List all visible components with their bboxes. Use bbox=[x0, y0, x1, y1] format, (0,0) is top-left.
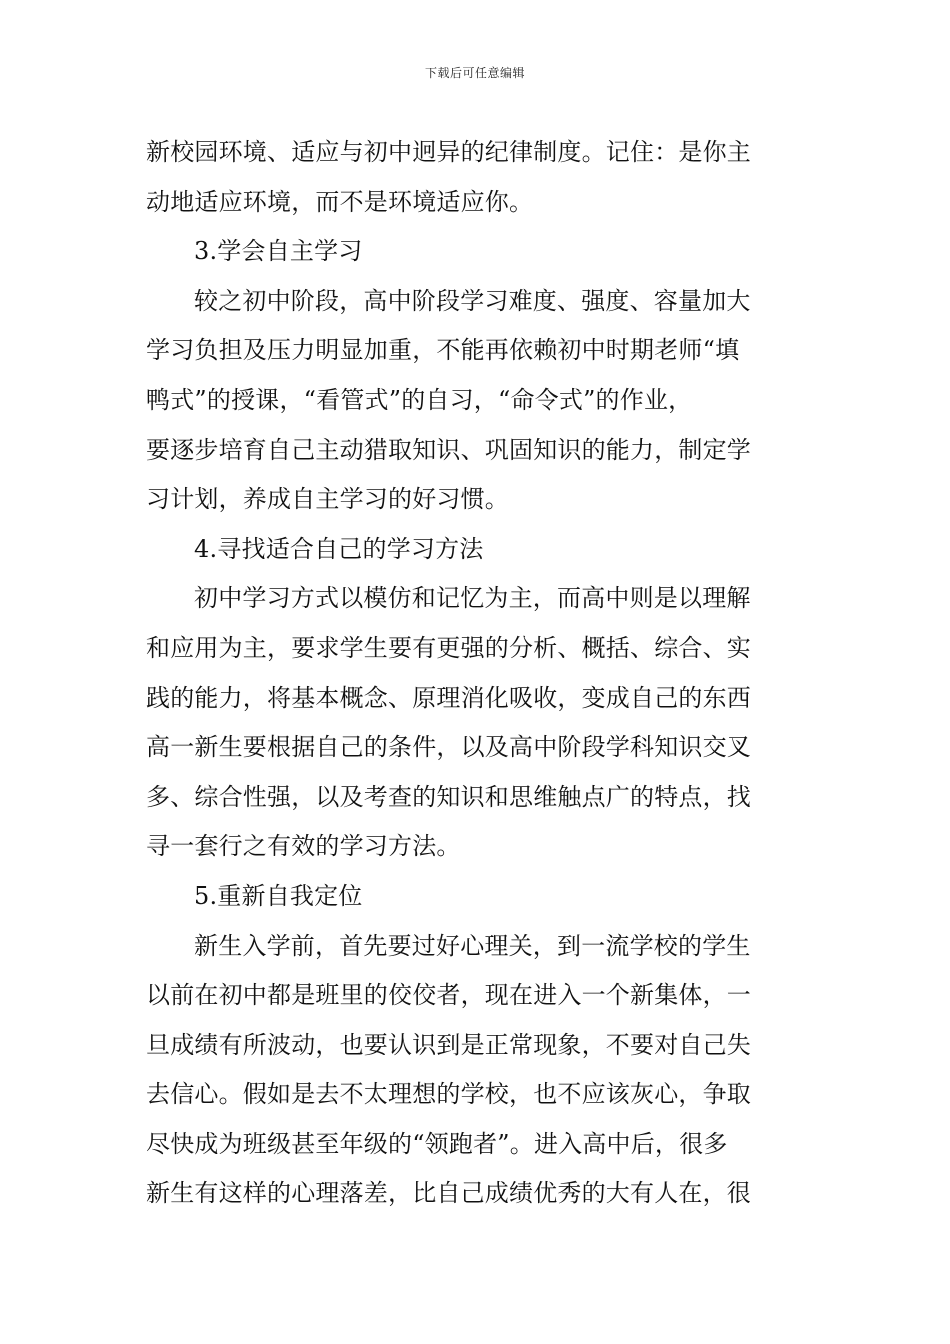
text-line: 去信心。假如是去不太理想的学校，也不应该灰心，争取 bbox=[146, 1080, 751, 1109]
text-line: 尽快成为班级甚至年级的“领跑者”。进入高中后，很多 bbox=[146, 1129, 728, 1158]
text-line: 5.重新自我定位 bbox=[194, 881, 363, 910]
text-line: 较之初中阶段，高中阶段学习难度、强度、容量加大 bbox=[194, 286, 751, 315]
text-line: 新生入学前，首先要过好心理关，到一流学校的学生 bbox=[194, 931, 751, 960]
text-line: 高一新生要根据自己的条件，以及高中阶段学科知识交叉 bbox=[146, 733, 751, 762]
text-line: 以前在初中都是班里的佼佼者，现在进入一个新集体，一 bbox=[146, 981, 751, 1010]
text-line: 3.学会自主学习 bbox=[194, 237, 363, 266]
text-line: 寻一套行之有效的学习方法。 bbox=[146, 832, 461, 861]
page-header: 下载后可任意编辑 bbox=[424, 66, 525, 80]
text-line: 多、综合性强，以及考查的知识和思维触点广的特点，找 bbox=[146, 782, 751, 811]
text-line: 践的能力，将基本概念、原理消化吸收，变成自己的东西 bbox=[146, 683, 751, 712]
text-line: 动地适应环境，而不是环境适应你。 bbox=[146, 187, 534, 216]
text-line: 旦成绩有所波动，也要认识到是正常现象，不要对自己失 bbox=[146, 1030, 751, 1059]
text-line: 新生有这样的心理落差，比自己成绩优秀的大有人在，很 bbox=[146, 1179, 751, 1208]
text-line: 鸭式”的授课，“看管式”的自习，“命令式”的作业， bbox=[146, 385, 693, 414]
text-line: 要逐步培育自己主动猎取知识、巩固知识的能力，制定学 bbox=[146, 435, 751, 464]
text-line: 和应用为主，要求学生要有更强的分析、概括、综合、实 bbox=[146, 633, 751, 662]
document-body bbox=[146, 128, 806, 1219]
text-line: 习计划，养成自主学习的好习惯。 bbox=[146, 485, 509, 514]
text-line: 学习负担及压力明显加重，不能再依赖初中时期老师“填 bbox=[146, 336, 740, 365]
text-line: 4.寻找适合自己的学习方法 bbox=[194, 534, 484, 563]
text-line: 新校园环境、适应与初中迥异的纪律制度。记住：是你主 bbox=[146, 138, 751, 166]
text-line: 初中学习方式以模仿和记忆为主，而高中则是以理解 bbox=[194, 584, 751, 613]
